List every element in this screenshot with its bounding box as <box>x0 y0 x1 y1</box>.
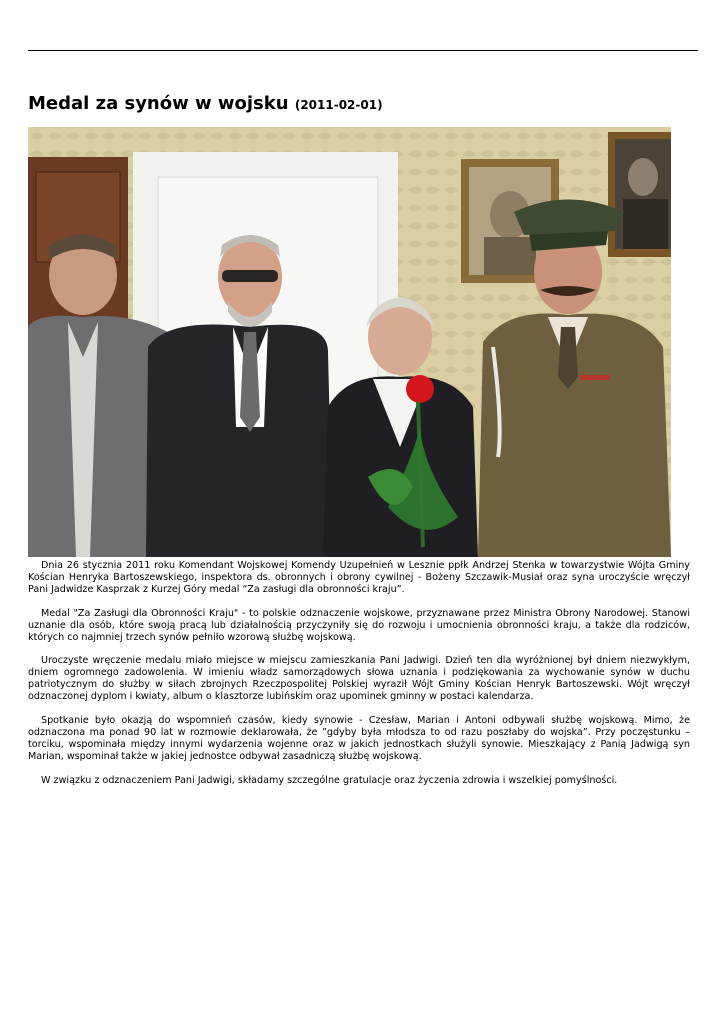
paragraph: Uroczyste wręczenie medalu miało miejsce w miejscu zamieszkania Pani Jadwigi. Dzień ten dla wyróżnionej był dniem niezwykłym, dniem ogromnego zadowolenia. W imieniu władz samorządowych słowa uznania i podziękowania za wychowanie synów w duchu patriotycznym do służby w siłach zbrojnych Rzeczpospolitej Polskiej wyraził Wójt Gminy Kościan Henryk Bartoszewski. Wójt wręczył odznaczonej dyplom i kwiaty, album o klasztorze lubińskim oraz upominek gminny w postaci kalendarza. <box>28 655 690 703</box>
paragraph: Dnia 26 stycznia 2011 roku Komendant Wojskowej Komendy Uzupełnień w Lesznie ppłk Andrzej Stenka w towarzystwie Wójta Gminy Kościan Henryka Bartoszewskiego, inspektora ds. obronnych i obrony cywilnej - Bożeny Szczawik-Musiał oraz syna uroczyście wręczył Pani Jadwidze Kasprzak z Kurzej Góry medal “Za zasługi dla obronności kraju”. <box>28 560 690 595</box>
paragraph: Spotkanie było okazją do wspomnień czasów, kiedy synowie - Czesław, Marian i Antoni odbywali służbę wojskową. Mimo, że odznaczona ma ponad 90 lat w rozmowie deklarowała, że ”gdyby była młodsza to od razu poszłaby do wojska”. Przy poczęstunku – torciku, wspominała między innymi wydarzenia wojenne oraz w jakich jednostkach służyli synowie. Mieszkający z Panią Jadwigą syn Marian, wspominał także w jakiej jednostce odbywał zasadniczą służbę wojskową. <box>28 715 690 762</box>
article-title-text: Medal za synów w wojsku <box>28 93 289 114</box>
paragraph: W związku z odznaczeniem Pani Jadwigi, składamy szczególne gratulacje oraz życzenia zdrowia i wszelkiej pomyślności. <box>41 774 618 786</box>
article-date: (2011-02-01) <box>294 98 383 112</box>
article-photo <box>28 127 671 557</box>
article-title <box>28 92 383 117</box>
top-divider <box>28 50 698 51</box>
article-body <box>28 560 690 799</box>
paragraph: Medal "Za Zasługi dla Obronności Kraju" - to polskie odznaczenie wojskowe, przyznawane przez Ministra Obrony Narodowej. Stanowi uznanie dla osób, które swoją pracą lub działalnością przyczyniły się do rozwoju i umocnienia obronności kraju, a także dla rodziców, których co najmniej trzech synów pełniło wzorową służbę wojskową. <box>28 607 690 643</box>
photo-icon <box>28 127 671 557</box>
